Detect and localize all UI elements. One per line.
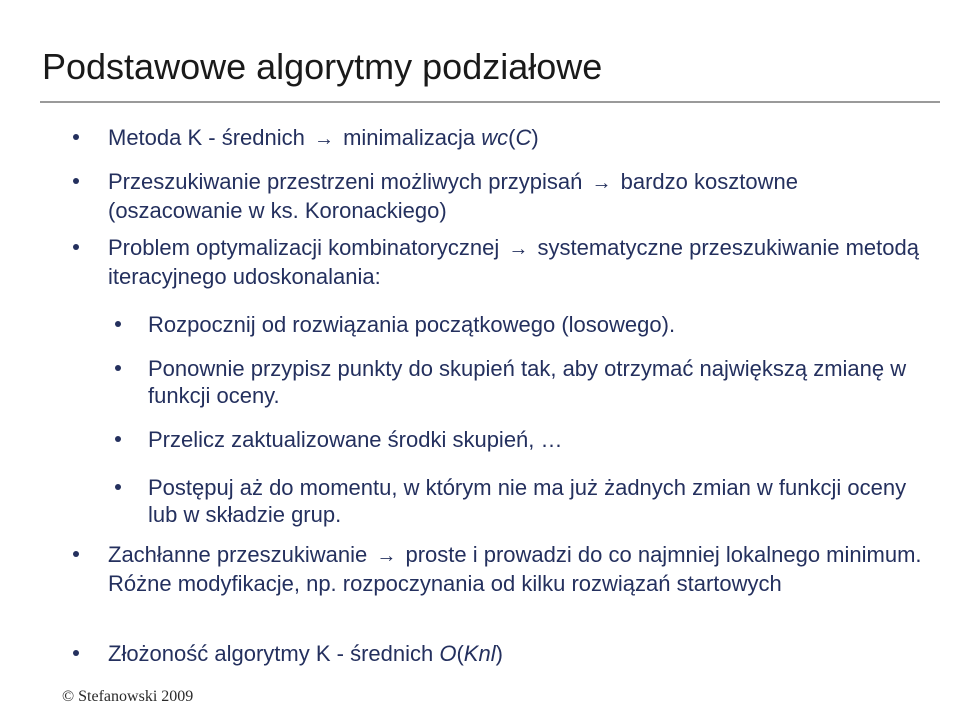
arrow-icon: → [508,238,529,260]
bullet-greedy-search: Zachłanne przeszukiwanie → proste i prowadzi do co najmniej lokalnego minimum. Różne modyfikacje, np. rozpoczynania od kilku rozwiązań startowych [108,542,922,596]
bullet-complexity: Złożoność algorytmy K - średnich O(Knl) [108,641,503,666]
bullet-marker [73,650,79,656]
sub-bullet-marker [115,436,121,442]
slide-title: Podstawowe algorytmy podziałowe [42,46,603,87]
title-divider [40,101,940,103]
arrow-icon: → [313,128,334,150]
bullet-marker [73,551,79,557]
sub-bullet-marker [115,321,121,327]
bullet-marker [73,244,79,250]
bullet-kmeans-minimization: Metoda K - średnich → minimalizacja wc(C) [108,125,539,150]
sub-bullet-reassign: Ponownie przypisz punkty do skupień tak, aby otrzymać największą zmianę w funkcji oceny. [148,356,907,408]
arrow-icon: → [591,172,612,194]
bullet-marker [73,134,79,140]
sub-bullet-marker [115,365,121,371]
copyright-footer: © Stefanowski 2009 [62,688,194,705]
sub-bullet-start: Rozpocznij od rozwiązania początkowego (losowego). [148,312,676,337]
sub-bullet-marker [115,484,121,490]
sub-bullet-continue: Postępuj aż do momentu, w którym nie ma już żadnych zmian w funkcji oceny lub w składzie grup. [148,475,907,527]
sub-bullet-recompute: Przelicz zaktualizowane środki skupień, … [148,427,563,452]
bullet-combinatorial-optimization: Problem optymalizacji kombinatorycznej → systematyczne przeszukiwanie metodą iteracyjnego udoskonalania: [108,235,919,289]
arrow-icon: → [376,545,397,567]
bullet-search-space: Przeszukiwanie przestrzeni możliwych przypisań → bardzo kosztowne (oszacowanie w ks. Koronackiego) [108,169,798,223]
bullet-marker [73,178,79,184]
